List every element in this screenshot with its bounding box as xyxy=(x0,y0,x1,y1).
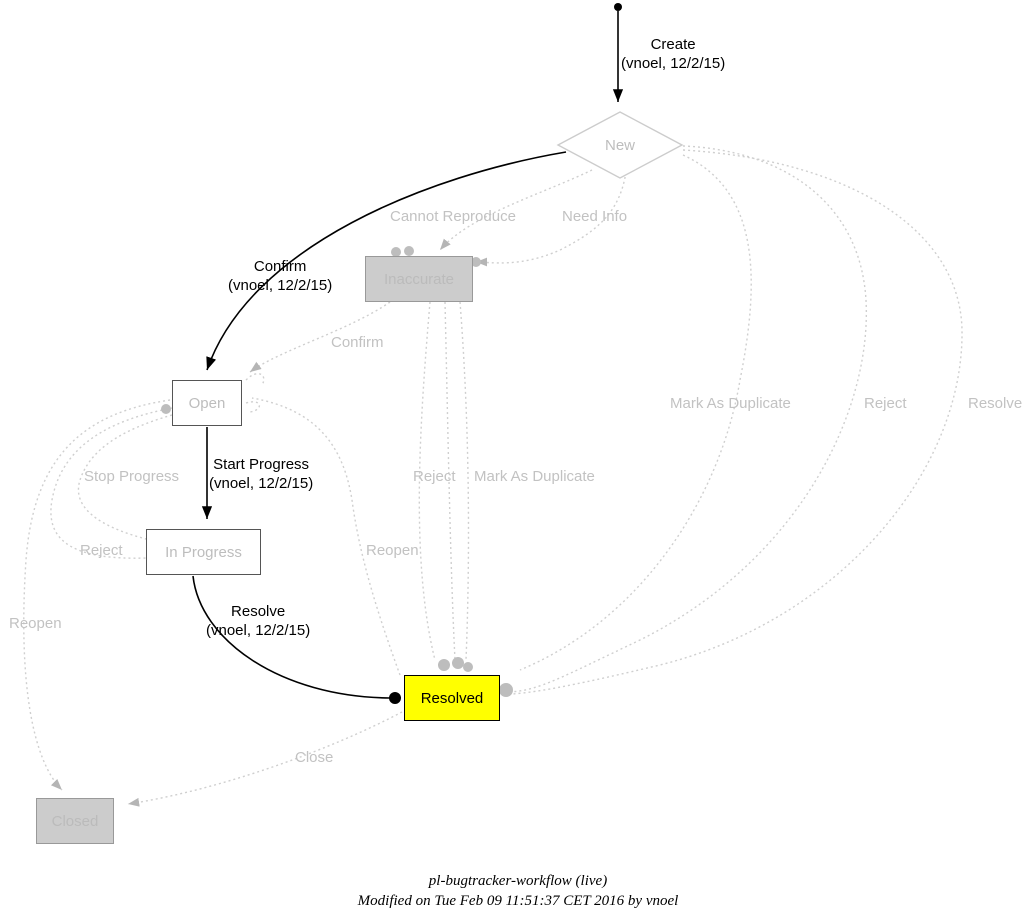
edge-label-reject-right xyxy=(864,394,907,413)
edge-resolve-right xyxy=(512,150,962,694)
edge-close xyxy=(128,712,402,804)
edge-label-cannot-reproduce xyxy=(390,207,516,226)
node-resolved-label: Resolved xyxy=(420,689,484,707)
node-closed[interactable] xyxy=(36,798,114,844)
edge-label-stop-progress xyxy=(84,467,179,486)
node-resolved[interactable] xyxy=(404,675,500,721)
edge-label-resolve-detail: (vnoel, 12/2/15) xyxy=(206,622,311,639)
node-new-label: New xyxy=(604,136,635,154)
edge-label-reject-mid xyxy=(413,467,456,486)
node-in-progress-label: In Progress xyxy=(165,543,242,561)
edge-label-reject-mid-name: Reject xyxy=(413,468,456,485)
resolved-nub-a xyxy=(438,659,450,671)
edge-label-mark-as-duplicate-mid xyxy=(474,467,595,486)
edge-label-confirm-dim-name: Confirm xyxy=(331,334,384,351)
edge-label-reject-left-name: Reject xyxy=(80,542,123,559)
edge-label-mark-as-duplicate-right-name: Mark As Duplicate xyxy=(670,395,791,412)
edge-label-reject-left xyxy=(80,541,123,560)
diagram-subtitle-text: Modified on Tue Feb 09 11:51:37 CET 2016 by vnoel xyxy=(357,893,679,909)
node-new[interactable] xyxy=(558,132,682,158)
open-nub-left xyxy=(161,404,171,414)
edge-label-reopen-mid-name: Reopen xyxy=(366,542,419,559)
edge-label-create-detail: (vnoel, 12/2/15) xyxy=(621,55,726,72)
edge-label-reopen-left-name: Reopen xyxy=(9,615,62,632)
edge-open-selfloop-1 xyxy=(246,374,264,385)
edge-label-need-info xyxy=(562,207,627,226)
edge-label-resolve-right-name: Resolve xyxy=(968,395,1023,412)
edge-open-selfloop-2 xyxy=(246,402,259,412)
edge-label-reject-right-name: Reject xyxy=(864,395,907,412)
resolved-entry-dot xyxy=(389,692,401,704)
resolved-nub-c xyxy=(463,662,473,672)
edge-label-confirm-dim xyxy=(331,333,384,352)
node-closed-label: Closed xyxy=(51,812,99,830)
edge-label-resolve-name: Resolve xyxy=(231,603,286,620)
inaccurate-nub-mid xyxy=(404,246,414,256)
edge-label-stop-progress-name: Stop Progress xyxy=(84,468,180,485)
node-open-label: Open xyxy=(188,394,226,412)
edge-duplicate-mid-2 xyxy=(460,302,468,660)
edge-label-start-progress xyxy=(209,455,313,493)
node-in-progress[interactable] xyxy=(146,529,261,575)
diagram-title xyxy=(0,871,1036,891)
edge-label-start-progress-name: Start Progress xyxy=(213,456,310,473)
edge-label-create-name: Create xyxy=(650,36,696,53)
resolved-nub-b xyxy=(452,657,464,669)
edge-label-mark-as-duplicate-right xyxy=(670,394,791,413)
diagram-title-text: pl-bugtracker-workflow (live) xyxy=(428,873,608,889)
edge-label-cannot-reproduce-name: Cannot Reproduce xyxy=(390,208,516,225)
edge-label-confirm-detail: (vnoel, 12/2/15) xyxy=(228,277,333,294)
edge-label-mark-as-duplicate-mid-name: Mark As Duplicate xyxy=(474,468,595,485)
edge-label-create xyxy=(621,35,725,73)
start-dot xyxy=(614,3,622,11)
node-open[interactable] xyxy=(172,380,242,426)
node-inaccurate[interactable] xyxy=(365,256,473,302)
edge-label-resolve-right xyxy=(968,394,1022,413)
diagram-subtitle xyxy=(0,891,1036,911)
edge-label-confirm-name: Confirm xyxy=(253,258,307,275)
edge-label-close xyxy=(295,748,333,767)
edge-label-resolve xyxy=(206,602,310,640)
edge-reopen-left xyxy=(24,400,170,790)
resolved-nub-right xyxy=(499,683,513,697)
edge-label-reopen-mid xyxy=(366,541,419,560)
edge-label-close-name: Close xyxy=(295,749,334,766)
edge-label-reopen-left xyxy=(9,614,62,633)
edge-label-need-info-name: Need Info xyxy=(562,208,628,225)
node-inaccurate-label: Inaccurate xyxy=(383,270,455,288)
edge-label-start-progress-detail: (vnoel, 12/2/15) xyxy=(209,475,314,492)
edge-label-confirm xyxy=(228,257,332,295)
edge-reject-right xyxy=(510,146,866,692)
